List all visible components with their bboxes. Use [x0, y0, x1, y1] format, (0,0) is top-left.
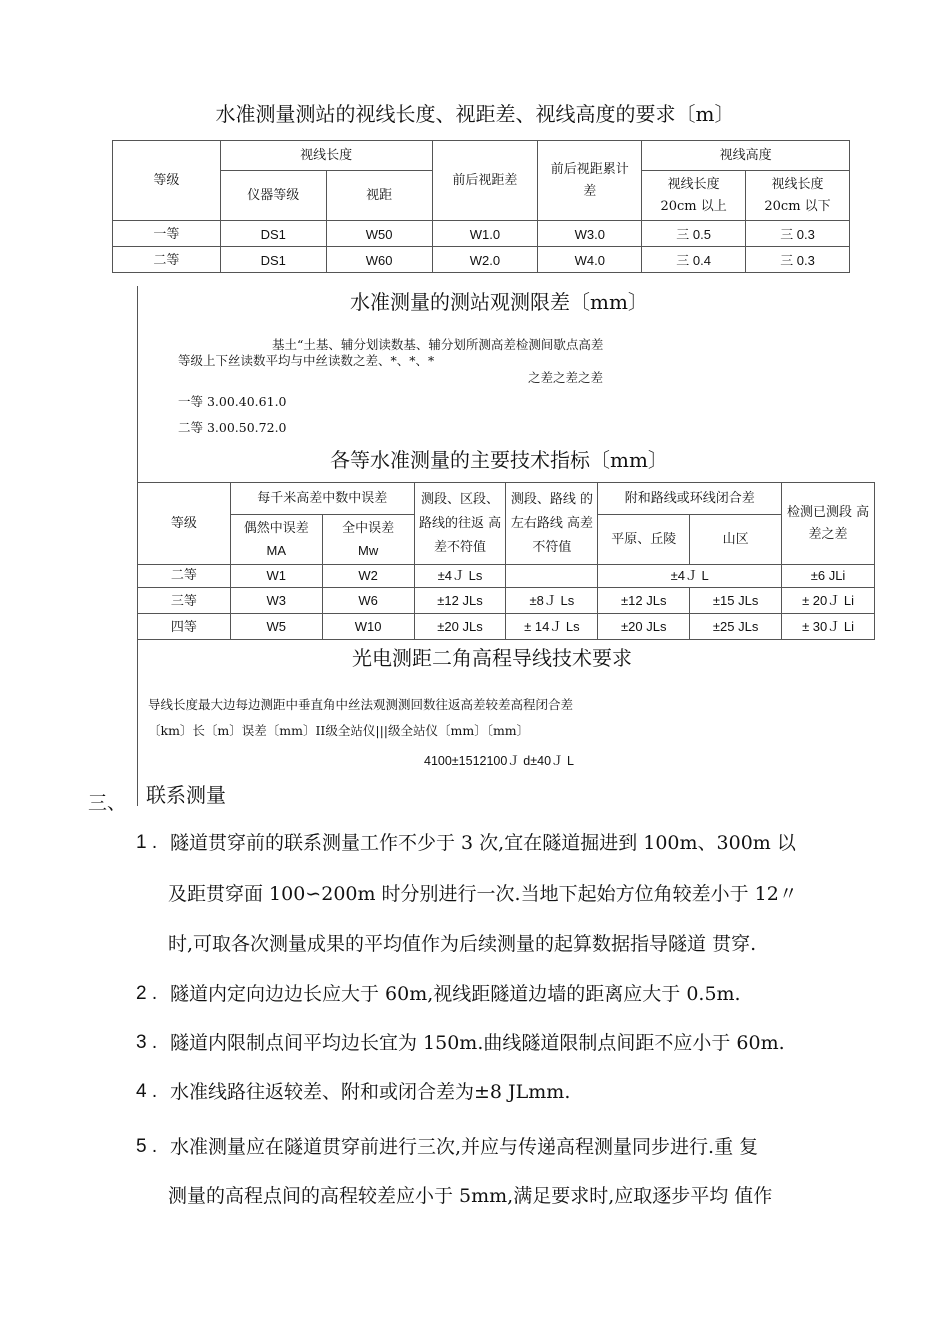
t1-cell: 一等	[113, 221, 221, 247]
section2-line3: 之差之差之差	[528, 370, 604, 385]
t1-cell: 三 0.4	[642, 247, 746, 273]
table-row	[138, 588, 875, 614]
t3-h-section: 测段、区段、 路线的往返 高 差不符值	[414, 483, 506, 565]
t3-cell: W2	[322, 565, 414, 588]
table1-title: 水准测量测站的视线长度、视距差、视线高度的要求〔m〕	[215, 102, 735, 126]
item-number: 1 .	[136, 832, 158, 853]
item-1-line-1: 隧道贯穿前的联系测量工作不少于 3 次,宜在隧道掘进到 100m、300m 以	[170, 832, 796, 854]
t3-cell: ±8Ｊ Ls	[506, 588, 598, 614]
t3-cell	[506, 565, 598, 588]
section4-line1: 导线长度最大边每边测距中垂直角中丝法观测测回数往返高差较差高程闭合差	[148, 697, 574, 712]
section5-number: 三、	[88, 792, 127, 814]
t3-h-mountain: 山区	[690, 515, 782, 565]
t1-h-sight-length: 视线长度	[220, 141, 432, 171]
t3-cell: W10	[322, 614, 414, 640]
table-row	[113, 221, 850, 247]
t3-h-detect: 检测已测段 高 差之差	[782, 483, 875, 565]
item-1-line-3: 时,可取各次测量成果的平均值作为后续测量的起算数据指导隧道 贯穿.	[168, 933, 757, 955]
t1-h-sight-height: 视线高度	[642, 141, 850, 171]
t3-cell: ±20 JLs	[598, 614, 690, 640]
t1-h-over20: 视线长度 20cm 以上	[642, 171, 746, 221]
t3-cell: W6	[322, 588, 414, 614]
t3-h-grade: 等级	[138, 483, 231, 565]
t3-cell: ± 14Ｊ Ls	[506, 614, 598, 640]
t1-cell: 三 0.3	[746, 221, 850, 247]
t1-h-front-back: 前后视距差	[432, 141, 538, 221]
t1-h-distance: 视距	[326, 171, 432, 221]
t1-h-cumulative: 前后视距累计差	[538, 141, 642, 221]
section2-title: 水准测量的测站观测限差〔mm〕	[350, 290, 648, 314]
t3-h-total: 全中误差 Mw	[322, 515, 414, 565]
table3-title: 各等水准测量的主要技术指标〔mm〕	[330, 448, 668, 472]
section2-row1: 一等 3.00.40.61.0	[178, 394, 287, 409]
t1-h-under20: 视线长度 20cm 以下	[746, 171, 850, 221]
t1-cell: W50	[326, 221, 432, 247]
item-number: 5 .	[136, 1136, 158, 1157]
t1-cell: W60	[326, 247, 432, 273]
t3-cell: ±25 JLs	[690, 614, 782, 640]
table-row	[138, 565, 875, 588]
item-number: 2 .	[136, 983, 158, 1004]
t1-h-instrument: 仪器等级	[220, 171, 326, 221]
t3-cell: 二等	[138, 565, 231, 588]
t1-cell: W4.0	[538, 247, 642, 273]
section4-title: 光电测距二角高程导线技术要求	[352, 646, 632, 670]
t3-cell: ± 20Ｊ Li	[782, 588, 875, 614]
table-row	[113, 247, 850, 273]
item-5-line-1: 水准测量应在隧道贯穿前进行三次,并应与传递高程测量同步进行.重 复	[170, 1136, 759, 1158]
item-3-line-1: 隧道内限制点间平均边长宜为 150m.曲线隧道限制点间距不应小于 60m.	[170, 1032, 785, 1054]
t1-cell: 三 0.5	[642, 221, 746, 247]
t3-cell: ±20 JLs	[414, 614, 506, 640]
t3-h-random: 偶然中误差 MA	[230, 515, 322, 565]
section2-row2: 二等 3.00.50.72.0	[178, 420, 287, 435]
t1-cell: DS1	[220, 247, 326, 273]
t3-cell: ±4Ｊ L	[598, 565, 782, 588]
t3-cell: ±12 JLs	[598, 588, 690, 614]
t1-cell: W3.0	[538, 221, 642, 247]
t3-cell: ±15 JLs	[690, 588, 782, 614]
t3-h-plain: 平原、丘陵	[598, 515, 690, 565]
t3-cell: ± 30Ｊ Li	[782, 614, 875, 640]
item-1-line-2: 及距贯穿面 100∽200m 时分别进行一次.当地下起始方位角较差小于 12〃	[168, 883, 798, 905]
t1-cell: W1.0	[432, 221, 538, 247]
table1	[112, 140, 850, 273]
t3-h-route: 测段、路线 的 左右路线 高差 不符值	[506, 483, 598, 565]
t1-cell: DS1	[220, 221, 326, 247]
t3-h-per-km: 每千米高差中数中误差	[230, 483, 414, 515]
section4-line3: 4100±1512100Ｊ d±40Ｊ L	[424, 754, 574, 768]
t1-cell: 三 0.3	[746, 247, 850, 273]
t1-cell: W2.0	[432, 247, 538, 273]
t3-cell: 三等	[138, 588, 231, 614]
t3-cell: ±12 JLs	[414, 588, 506, 614]
t3-cell: W5	[230, 614, 322, 640]
t3-cell: ±6 JLi	[782, 565, 875, 588]
table3	[137, 482, 875, 640]
item-5-line-2: 测量的高程点间的高程较差应小于 5mm,满足要求时,应取逐步平均 值作	[168, 1185, 773, 1207]
t3-cell: W1	[230, 565, 322, 588]
section5-heading: 联系测量	[146, 783, 226, 807]
t3-cell: ±4Ｊ Ls	[414, 565, 506, 588]
section2-line2: 等级上下丝读数平均与中丝读数之差、*、*、*	[178, 353, 435, 368]
section2-line1: 基土“土基、辅分划读数基、辅分划所测高差检测间歇点高差	[272, 337, 604, 352]
t3-cell: 四等	[138, 614, 231, 640]
t1-h-grade: 等级	[113, 141, 221, 221]
item-number: 4 .	[136, 1081, 158, 1102]
t1-cell: 二等	[113, 247, 221, 273]
t3-cell: W3	[230, 588, 322, 614]
item-4-line-1: 水准线路往返较差、附和或闭合差为±8 JLmm.	[170, 1081, 571, 1103]
section4-line2: 〔km〕长〔m〕误差〔mm〕II级全站仪|||级全站仪〔mm〕〔mm〕	[148, 723, 530, 738]
item-2-line-1: 隧道内定向边边长应大于 60m,视线距隧道边墙的距离应大于 0.5m.	[170, 983, 741, 1005]
t3-h-closure: 附和路线或环线闭合差	[598, 483, 782, 515]
table-row	[138, 614, 875, 640]
item-number: 3 .	[136, 1032, 158, 1053]
